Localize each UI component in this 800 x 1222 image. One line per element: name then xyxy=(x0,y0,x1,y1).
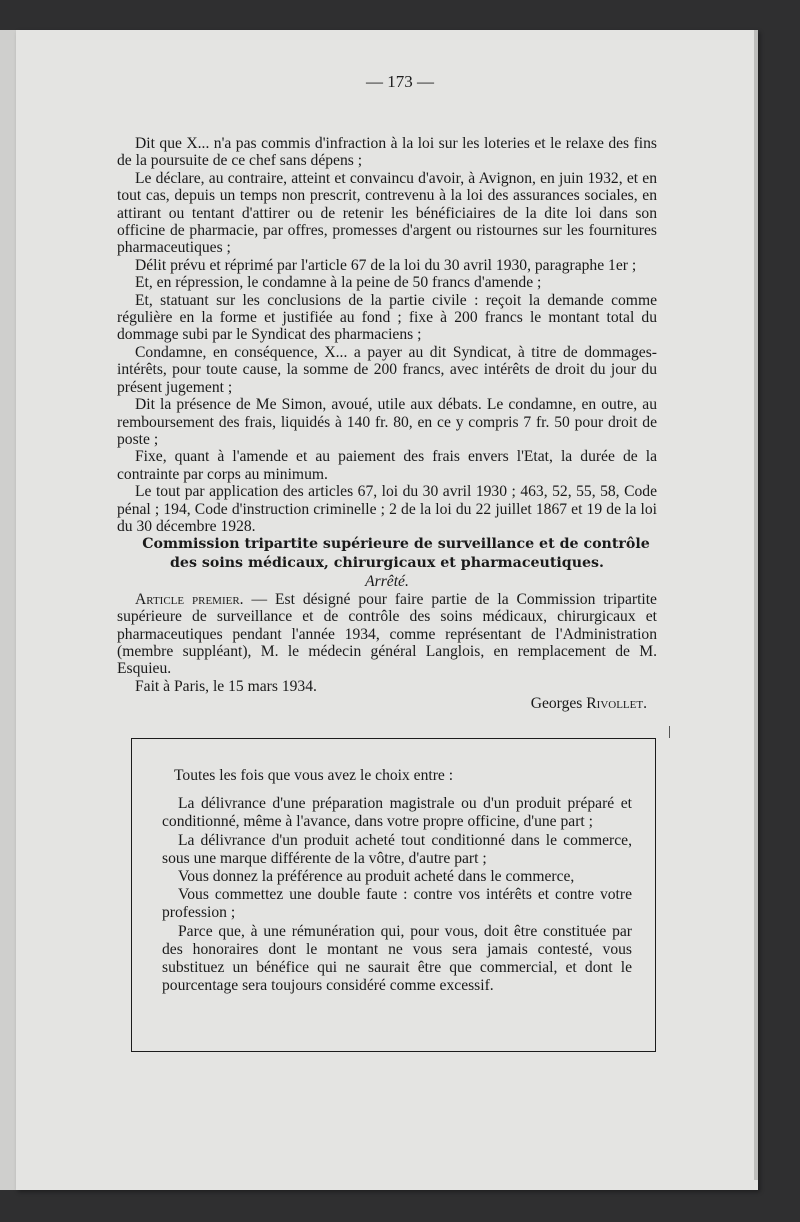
notice-box-content xyxy=(162,767,632,995)
paragraph: Délit prévu et réprimé par l'article 67 de la loi du 30 avril 1930, paragraphe 1er ; xyxy=(135,256,637,274)
article-paragraph xyxy=(117,591,657,678)
notice-paragraph: La délivrance d'un produit acheté tout conditionné dans le commerce, sous une marque différente de la vôtre, d'autre part ; xyxy=(162,831,632,867)
document-body xyxy=(117,135,657,713)
notice-paragraph: Vous donnez la préférence au produit acheté dans le commerce, xyxy=(178,868,575,886)
margin-mark xyxy=(669,726,670,738)
article-text: — Est désigné pour faire partie de la Commission tripartite supérieure de surveillance et de contrôle des soins médicaux, chirurgicaux et pharmaceutiques pendant l'année 1934, comme représentant de l'Administration (membre suppléant), M. le médecin général Langlois, en remplacement de M. Esquieu. xyxy=(117,590,657,678)
notice-box xyxy=(131,738,656,1052)
section-heading: Commission tripartite supérieure de surveillance et de contrôle des soins médicaux, chirurgicaux et pharmaceutiques. xyxy=(142,536,650,572)
signature-first-name: Georges xyxy=(530,695,587,713)
paragraph: Le déclare, au contraire, atteint et convaincu d'avoir, à Avignon, en juin 1932, et en tout cas, depuis un temps non prescrit, contrevenu à la loi des assurances sociales, en attirant ou tentant d'attirer ou de retenir les bénéficiaires de la dite loi dans son officine de pharmacie, par offres, promesses d'argent ou ristournes sur les fournitures pharmaceutiques ; xyxy=(117,169,657,257)
fait-line: Fait à Paris, le 15 mars 1934. xyxy=(135,677,317,695)
paragraph: Le tout par application des articles 67, loi du 30 avril 1930 ; 463, 52, 55, 58, Code pénal ; 194, Code d'instruction criminelle ; 2 de la loi du 22 juillet 1867 et 19 de la loi du 30 décembre 1928. xyxy=(117,483,657,535)
signature-last-name: Rivollet. xyxy=(586,695,647,713)
paragraph: Et, en répression, le condamne à la peine de 50 francs d'amende ; xyxy=(135,274,542,292)
paragraph: Condamne, en conséquence, X... a payer au dit Syndicat, à titre de dommages-intérêts, pour toute cause, la somme de 200 francs, avec intérêts de droit du jour du présent jugement ; xyxy=(117,343,657,396)
paragraph: Fixe, quant à l'amende et au paiement des frais envers l'Etat, la durée de la contrainte par corps au minimum. xyxy=(117,448,657,483)
notice-paragraph: Parce que, à une rémunération qui, pour vous, doit être constituée par des honoraires dont le montant ne vous sera jamais contesté, vous substituez un bénéfice qui ne saurait être que commercial, et dont le pourcentage sera toujours considéré comme excessif. xyxy=(162,922,632,995)
notice-intro: Toutes les fois que vous avez le choix entre : xyxy=(174,767,454,784)
notice-paragraph: La délivrance d'une préparation magistrale ou d'un produit préparé et conditionné, même à l'avance, dans votre propre officine, d'une part ; xyxy=(162,795,632,831)
article-label: Article premier. xyxy=(135,590,244,608)
arrete-title: Arrêté. xyxy=(365,573,409,591)
notice-paragraph: Vous commettez une double faute : contre vos intérêts et contre votre profession ; xyxy=(162,886,632,922)
signature xyxy=(117,695,657,712)
paragraph: Dit la présence de Me Simon, avoué, utile aux débats. Le condamne, en outre, au remboursement des frais, liquidés à 140 fr. 80, en ce y compris 7 fr. 50 pour droit de poste ; xyxy=(117,396,657,448)
page-edge xyxy=(754,30,758,1180)
paragraph: Dit que X... n'a pas commis d'infraction à la loi sur les loteries et le relaxe des fins de la poursuite de ce chef sans dépens ; xyxy=(117,135,657,170)
page-number: — 173 — xyxy=(366,72,434,91)
paragraph: Et, statuant sur les conclusions de la partie civile : reçoit la demande comme régulière en la forme et justifiée au fond ; fixe à 200 francs le montant total du dommage subi par le Syndicat des pharmaciens ; xyxy=(117,291,657,344)
